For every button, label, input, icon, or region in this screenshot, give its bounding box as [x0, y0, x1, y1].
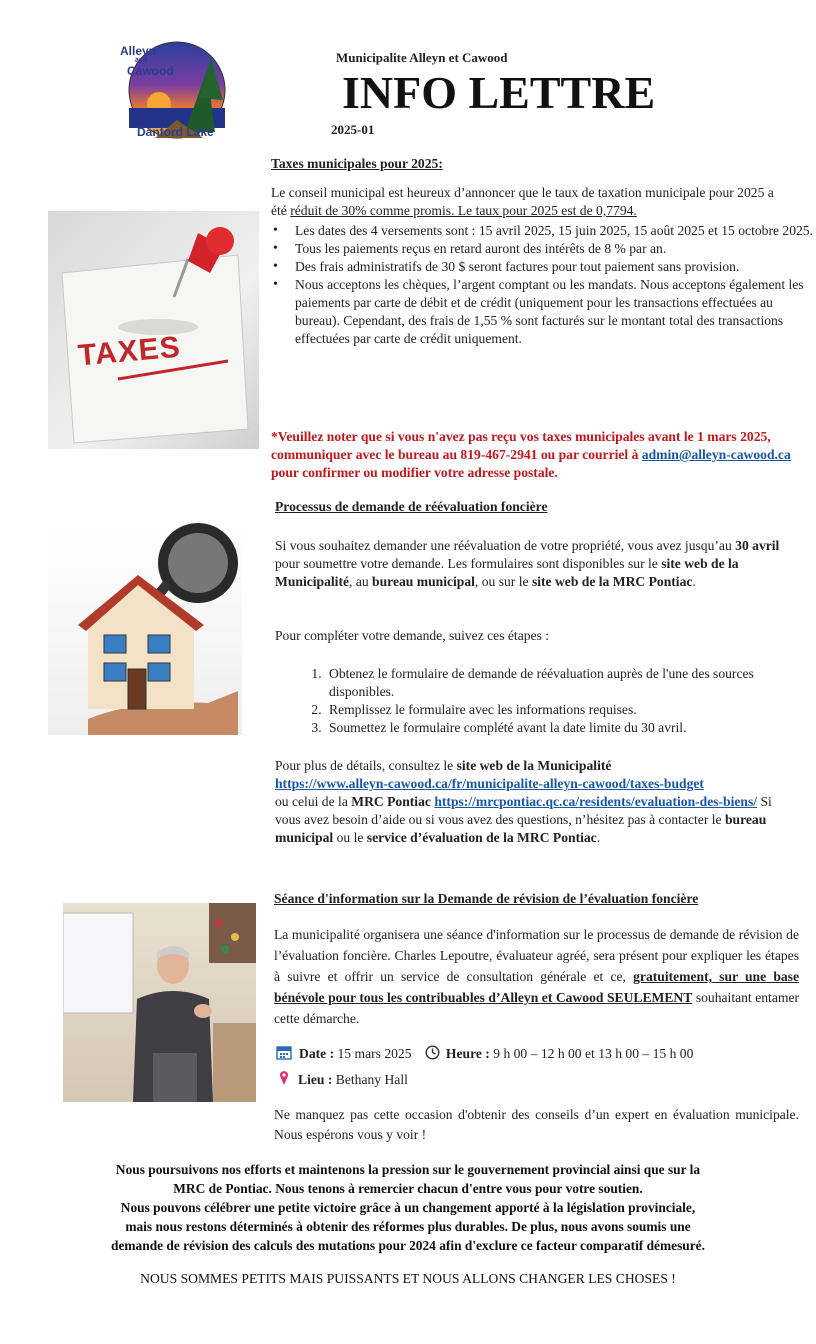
- reeval-p3-bureau: bureau municipal: [275, 812, 767, 845]
- reeval-site-mrc: site web de la MRC Pontiac: [531, 574, 693, 589]
- page-title: INFO LETTRE: [342, 67, 656, 118]
- speaker-photo: [63, 903, 256, 1102]
- footer-line: MRC de Pontiac. Nous tenons à remercier chacun d'entre vous pour votre soutien.: [173, 1181, 643, 1196]
- reeval-title: Processus de demande de réévaluation foncière: [275, 499, 548, 514]
- seance-p1-text: La municipalité organisera une séance d'information sur le processus de demande de révision de l’évaluation foncière. Charles Lepoutre, évaluateur agréé, sera présent pour expliquer les étapes à suivre et offrir un service de consultation générale et ce,: [274, 927, 799, 984]
- footer-motto: NOUS SOMMES PETITS MAIS PUISSANTS ET NOUS ALLONS CHANGER LES CHOSES !: [140, 1271, 676, 1286]
- list-item: • Nous acceptons les chèques, l’argent comptant ou les mandats. Nous acceptons également les paiements par carte de débit et de crédit (uniquement pour les transactions effectuées au bureau). Cependant, des frais de 1,55 % sont facturés sur le montant total des transactions effectuées par carte de crédit uniquement.: [295, 276, 815, 348]
- reeval-p1-text: , ou sur le: [474, 574, 532, 589]
- logo-mid2-text: Cawood: [127, 64, 174, 78]
- seance-paragraph-2: Ne manquez pas cette occasion d'obtenir des conseils d’un expert en évaluation municipale. Nous espérons vous y voir !: [274, 1107, 799, 1142]
- list-item: • Des frais administratifs de 30 $ seront factures pour tout paiement sans provision.: [295, 258, 815, 276]
- place-label: Lieu :: [298, 1072, 333, 1087]
- footer-line: Nous pouvons célébrer une petite victoire grâce à un changement apporté à la législation provinciale,: [120, 1200, 696, 1215]
- date-value: 15 mars 2025: [334, 1046, 412, 1061]
- reeval-p3-text: Si vous avez besoin d’aide ou si vous avez des questions, n’hésitez pas à contacter le: [275, 794, 772, 827]
- list-item: 2. Remplissez le formulaire avec les informations requises.: [325, 701, 815, 719]
- taxes-bullet-list: [271, 222, 815, 348]
- list-item: • Tous les paiements reçus en retard auront des intérêts de 8 % par an.: [295, 240, 815, 258]
- place-value: Bethany Hall: [332, 1072, 408, 1087]
- reeval-p3-text: Pour plus de détails, consultez le: [275, 758, 457, 773]
- calendar-icon: [276, 1045, 292, 1065]
- clock-icon: [425, 1045, 440, 1065]
- reeval-p1-text: .: [692, 574, 696, 589]
- seance-title: Séance d'information sur la Demande de révision de l’évaluation foncière: [274, 891, 699, 906]
- taxes-image: [48, 211, 259, 449]
- taxes-notice-a: *Veuillez noter que si vous n'avez pas reçu vos taxes municipales avant le 1 mars 2025, communiquer avec le bureau au 819-467-2941 ou par courriel à: [271, 429, 771, 462]
- reeval-bureau: bureau municipal: [372, 574, 475, 589]
- reeval-paragraph-2: Pour compléter votre demande, suivez ces étapes :: [275, 628, 550, 643]
- reeval-steps: [275, 665, 815, 737]
- time-label: Heure :: [445, 1046, 490, 1061]
- logo-mid-text: and: [135, 57, 148, 64]
- reeval-p1-text: Si vous souhaitez demander une réévaluation de votre propriété, vous avez jusqu’au: [275, 538, 736, 553]
- time-value: 9 h 00 – 12 h 00 et 13 h 00 – 15 h 00: [489, 1046, 694, 1061]
- list-item: 3. Soumettez le formulaire complété avant la date limite du 30 avril.: [325, 719, 815, 737]
- footer-line: mais nous restons déterminés à obtenir des réformes plus durables. De plus, nous avons soumis une: [125, 1219, 691, 1234]
- reeval-deadline: 30 avril: [735, 538, 780, 553]
- reeval-p3-text: ou celui de la: [275, 794, 352, 809]
- reeval-p3-text: .: [596, 830, 601, 845]
- municipality-name: Municipalite Alleyn et Cawood: [336, 50, 508, 65]
- reeval-p1-text: pour soumettre votre demande. Les formulaires sont disponibles sur le: [275, 556, 662, 571]
- footer-message: [30, 1160, 786, 1255]
- seance-p1-text: souhaitant entamer cette démarche.: [274, 990, 799, 1026]
- seance-p1-emphasis: gratuitement, sur une base bénévole pour tous les contribuables d’Alleyn et Cawood SEULEMENT: [274, 969, 800, 1005]
- seance-place-row: [278, 1070, 408, 1091]
- reeval-paragraph-3: [275, 757, 785, 847]
- house-image: [48, 523, 242, 735]
- date-label: Date :: [299, 1046, 335, 1061]
- reeval-p1-text: , au: [349, 574, 373, 589]
- email-link[interactable]: admin@alleyn-cawood.ca: [641, 447, 791, 462]
- logo: [115, 40, 239, 150]
- taxes-title: Taxes municipales pour 2025:: [271, 156, 443, 171]
- logo-bottom-text: Danford Lake: [137, 125, 214, 139]
- list-item: 1. Obtenez le formulaire de demande de réévaluation auprès de l'une des sources disponibles.: [325, 665, 815, 701]
- municipality-link[interactable]: https://www.alleyn-cawood.ca/fr/municipalite-alleyn-cawood/taxes-budget: [275, 776, 704, 791]
- mrc-link[interactable]: https://mrcpontiac.qc.ca/residents/evaluation-des-biens/: [434, 794, 758, 809]
- taxes-intro-b: réduit de 30% comme promis. Le taux pour 2025 est de 0,7794.: [290, 203, 637, 218]
- footer-line: demande de révision des calculs des mutations pour 2024 afin d'exclure ce facteur comparatif démesuré.: [111, 1238, 705, 1253]
- footer-line: Nous poursuivons nos efforts et maintenons la pression sur le gouvernement provincial ainsi que sur la: [115, 1162, 701, 1177]
- seance-paragraph-1: [274, 924, 799, 1029]
- reeval-p3-mrc: MRC Pontiac: [351, 794, 431, 809]
- taxes-notice: [271, 428, 791, 482]
- taxes-notice-b: pour confirmer ou modifier votre adresse postale.: [271, 465, 558, 480]
- reeval-p3-text: ou le: [333, 830, 367, 845]
- taxes-intro-a: Le conseil municipal est heureux d’annoncer que le taux de taxation municipale pour 2025 a été: [271, 185, 774, 218]
- reeval-paragraph-1: [275, 537, 793, 591]
- reeval-p3-service: service d’évaluation de la MRC Pontiac: [366, 830, 597, 845]
- reeval-p3-site: site web de la Municipalité: [456, 758, 612, 773]
- seance-date-row: [276, 1045, 801, 1065]
- taxes-image-word: TAXES: [76, 330, 182, 373]
- list-item: • Les dates des 4 versements sont : 15 avril 2025, 15 juin 2025, 15 août 2025 et 15 octobre 2025.: [295, 222, 815, 240]
- reeval-site-web: site web de la Municipalité: [275, 556, 739, 589]
- location-pin-icon: [278, 1070, 290, 1091]
- issue-number: 2025-01: [331, 122, 375, 137]
- taxes-intro: [271, 184, 791, 220]
- logo-top-text: Alleyn: [120, 44, 157, 58]
